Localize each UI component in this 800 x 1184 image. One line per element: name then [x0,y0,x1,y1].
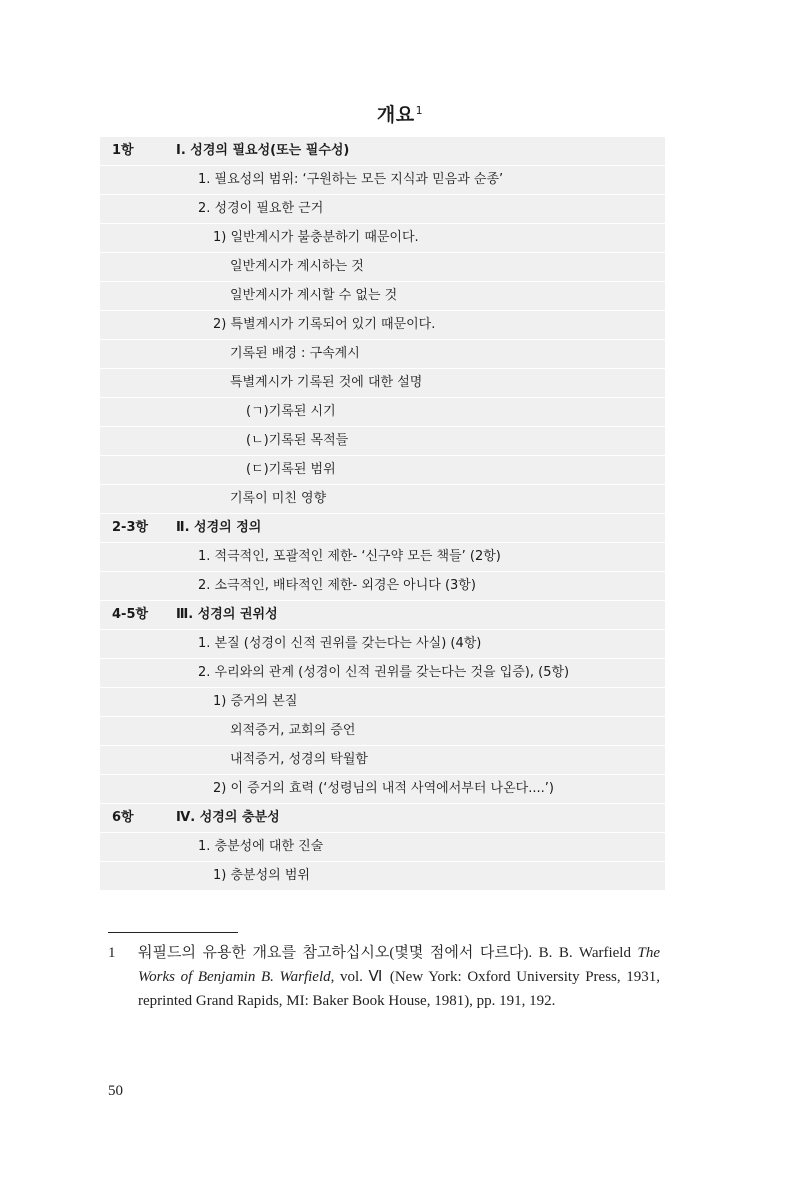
outline-row [100,688,665,716]
outline-item: 1) 증거의 본질 [213,694,298,709]
outline-item: (ㄴ)기록된 목적들 [246,433,349,448]
outline-item: 2. 성경이 필요한 근거 [198,201,324,216]
outline-item: 2. 우리와의 관계 (성경이 신적 권위를 갖는다는 것을 입증), (5항) [198,665,570,680]
outline-row [100,746,665,774]
page-number: 50 [108,1083,123,1099]
page-title-text: 개요 [376,104,415,126]
outline-item: 2. 소극적인, 배타적인 제한- 외경은 아니다 (3항) [198,578,476,593]
outline-heading: Ⅱ. 성경의 정의 [176,520,262,535]
outline-row [100,833,665,861]
outline-item: 1) 충분성의 범위 [213,868,310,883]
outline-item: 특별계시가 기록된 것에 대한 설명 [230,375,423,390]
outline-item: 1. 필요성의 범위: ‘구원하는 모든 지식과 믿음과 순종’ [198,172,504,187]
footnote-text-after: , vol. Ⅵ (New York: Oxford University Press, 1931, reprinted Grand Rapids, MI: Baker Book House, 1981), pp. 191, 192. [138,969,660,1009]
outline-row [100,398,665,426]
outline-row [100,601,665,629]
outline-row [100,485,665,513]
outline-row [100,456,665,484]
outline-item: 1. 충분성에 대한 진술 [198,839,324,854]
outline-item: (ㄱ)기록된 시기 [246,404,336,419]
outline-row [100,717,665,745]
outline-row [100,514,665,542]
outline-row [100,166,665,194]
outline-row [100,775,665,803]
outline-row [100,804,665,832]
outline-row [100,340,665,368]
outline-row [100,427,665,455]
outline-heading: Ⅲ. 성경의 권위성 [176,607,278,622]
outline-item: 내적증거, 성경의 탁월함 [230,752,368,767]
outline-item: 1. 본질 (성경이 신적 권위를 갖는다는 사실) (4항) [198,636,482,651]
outline-row [100,630,665,658]
footnote-number: 1 [108,945,116,961]
footnote-book-title: The Works of Benjamin B. Warfield [138,945,660,985]
outline-row [100,572,665,600]
section-label: 4-5항 [112,607,149,622]
footnote-text-before: 워필드의 유용한 개요를 참고하십시오(몇몇 점에서 다르다). B. B. Warfield [138,945,638,961]
outline-item: 일반계시가 계시할 수 없는 것 [230,288,398,303]
outline-item: 1) 일반계시가 불충분하기 때문이다. [213,230,419,245]
footnote [108,941,660,1013]
outline-item: 2) 이 증거의 효력 (‘성령님의 내적 사역에서부터 나온다....’) [213,781,554,796]
outline-item: 기록된 배경 : 구속계시 [230,346,360,361]
outline-item: 기록이 미친 영향 [230,491,327,506]
outline-table [100,137,665,891]
outline-row [100,282,665,310]
section-label: 1항 [112,143,134,158]
outline-row [100,543,665,571]
outline-row [100,369,665,397]
outline-row [100,195,665,223]
outline-row [100,659,665,687]
outline-row [100,862,665,890]
footnote-divider [108,932,238,933]
outline-item: 외적증거, 교회의 증언 [230,723,356,738]
outline-item: (ㄷ)기록된 범위 [246,462,336,477]
outline-item: 2) 특별계시가 기록되어 있기 때문이다. [213,317,436,332]
outline-row [100,311,665,339]
footnote-body [138,941,660,1013]
outline-row [100,253,665,281]
outline-row [100,224,665,252]
outline-row [100,137,665,165]
outline-heading: Ⅳ. 성경의 충분성 [176,810,280,825]
section-label: 2-3항 [112,520,149,535]
outline-item: 일반계시가 계시하는 것 [230,259,364,274]
footnote-reference[interactable]: 1 [415,103,424,117]
outline-item: 1. 적극적인, 포괄적인 제한- ‘신구약 모든 책들’ (2항) [198,549,501,564]
page-title [0,100,800,127]
outline-heading: Ⅰ. 성경의 필요성(또는 필수성) [176,143,350,158]
section-label: 6항 [112,810,134,825]
